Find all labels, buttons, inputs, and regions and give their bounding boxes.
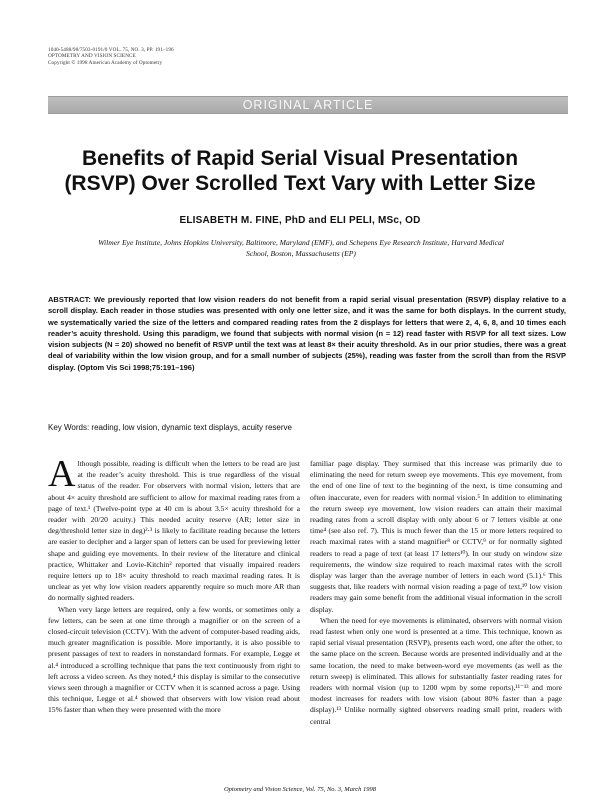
journal-header-line: OPTOMETRY AND VISION SCIENCE xyxy=(48,53,136,60)
author-list: ELISABETH M. FINE, PhD and ELI PELI, MSc, OD xyxy=(179,215,421,226)
body-column-left xyxy=(48,453,300,716)
affiliation xyxy=(48,237,554,259)
paper-title-line: Benefits of Rapid Serial Visual Presentation xyxy=(81,147,519,170)
article-type-banner xyxy=(48,96,568,114)
body-paragraph: When very large letters are required, only a few words, or sometimes only a few letters, can be seen at one time through a magnifier or on the screen of a closed-circuit television (CCTV). With the advent of computer-based reading aids, much greater magnification is possible. More importantly, it is also possible to present passages of text to readers in nonstandard formats. For example, Legge et al.⁴ introduced a scrolling technique that pans the text continuously from right to left across a video screen. As they noted,⁴ this display is similar to the consecutive views seen through a magnifier or CCTV when it is scanned across a page. Using this technique, Legge et al.⁴ showed that observers with low vision read about 15% faster than when they were presented with the more xyxy=(48,604,300,715)
paper-title xyxy=(40,146,560,196)
paper-title-line: (RSVP) Over Scrolled Text Vary with Letter Size xyxy=(64,172,536,195)
journal-header-line: 1040-5488/98/7503-0191/0 VOL. 75, NO. 3, PP. 191–196 xyxy=(48,47,174,53)
drop-cap: A xyxy=(48,453,76,495)
body-paragraph: familiar page display. They surmised that this increase was primarily due to eliminating the need for return sweep eye movements. This eye movement, from the end of one line of text to the beginning of the next, is time consuming and often inaccurate, even for readers with normal vision.⁵ In addition to eliminating the return sweep eye movement, low vision readers can attain their maximal reading rates from a scroll display with only about 6 or 7 letters visible at one time⁴ (see also ref. 7). This is much fewer than the 15 or more letters required to reach maximal rates with a stand magnifier⁸ or CCTV,⁹ or for normally sighted readers to read a page of text (at least 17 letters¹⁰). In our study on window size requirements, the window size required to reach maximal rates with the scroll display was larger than the average number of letters in each word (5.1).⁶ This suggests that, like readers with normal vision reading a page of text,¹⁰ low vision readers may gain some benefit from the additional visual information in the scroll display. xyxy=(310,459,562,614)
page-footer: Optometry and Vision Science, Vol. 75, No. 3, March 1998 xyxy=(223,786,376,793)
abstract: ABSTRACT: We previously reported that low vision readers do not benefit from a rapid serial visual presentation (RSVP) display relative to a scroll display. Each reader in those studies was presented with only one letter size, and it was the same for both displays. In the current study, we systematically varied the size of the letters and compared reading rates from the 2 displays for letters that were 2, 4, 6, 8, and 10 times each reader’s acuity threshold. Using this paradigm, we found that subjects with normal vision (n = 12) read faster with RSVP for all text sizes. Low vision subjects (N = 20) showed no benefit of RSVP until the text was at least 8× their acuity threshold. As in our prior studies, there was a great deal of variability within the low vision group, and for a small number of subjects (25%), reading was faster from the scroll than from the RSVP display. (Optom Vis Sci 1998;75:191–196) xyxy=(48,295,566,372)
keywords: Key Words: reading, low vision, dynamic text displays, acuity reserve xyxy=(48,423,292,432)
journal-header-line: Copyright © 1998 American Academy of Optometry xyxy=(48,59,163,66)
body-paragraph xyxy=(48,453,300,604)
body-column-right xyxy=(310,458,562,727)
paragraph-text: lthough possible, reading is difficult when the letters to be read are just at the reader’s acuity threshold. This is true regardless of the visual status of the reader. For observers with normal vision, letters that are about 4× acuity threshold are sufficient to allow for maximal reading rates from a page of text.¹ (Twelve-point type at 40 cm is about 3.5× acuity threshold for a reader with 20/20 acuity.) This needed acuity reserve (AR; letter size in deg/threshold letter size in deg)²·³ is likely to facilitate reading because the letters are easier to decipher and a larger span of letters can be used for previewing letter shape and guiding eye movements. In their review of the literature and clinical practice, Whittaker and Lovie-Kitchin² reported that visually impaired readers require letters up to 18× acuity threshold to reach maximal reading rates. It is unclear as yet why low vision readers apparently require so much more AR than do normally sighted readers. xyxy=(48,459,300,603)
affiliation-line: School, Boston, Massachusetts (EP) xyxy=(246,249,356,258)
body-paragraph: When the need for eye movements is eliminated, observers with normal vision read fastest when only one word is presented at a time. This technique, known as rapid serial visual presentation (RSVP), presents each word, one after the other, to the same place on the screen. Because words are presented individually and at the same location, the need to make between-word eye movements (as well as the return sweep) is eliminated. This allows for substantially faster reading rates for readers with normal vision (up to 1200 wpm by some reports),¹¹⁻¹³ and more modest increases for readers with low vision (about 80% faster than a page display).¹³ Unlike normally sighted observers reading small print, readers with central xyxy=(310,615,562,726)
article-type-label: ORIGINAL ARTICLE xyxy=(242,98,374,112)
journal-header xyxy=(48,47,174,66)
affiliation-line: Wilmer Eye Institute, Johns Hopkins University, Baltimore, Maryland (EMF), and Schepens Eye Research Institute, Harvard Medical xyxy=(98,238,504,247)
